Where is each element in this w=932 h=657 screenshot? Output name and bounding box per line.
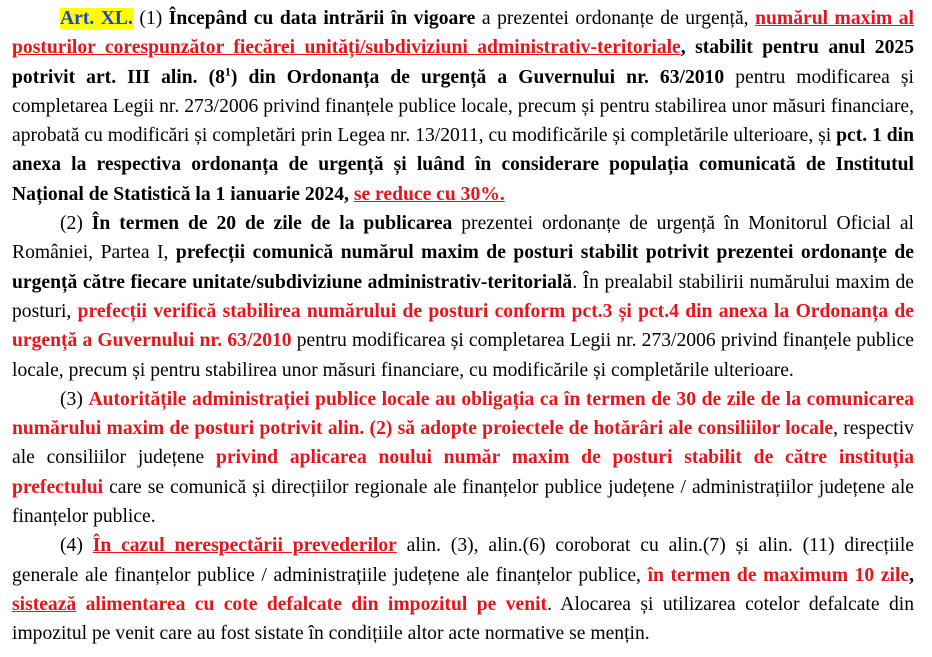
p1-text: (1)	[132, 8, 169, 29]
p2-text: . În prealabil stabilirii numărului maxim de posturi,	[12, 271, 914, 322]
p1-text: , stabilit pentru anul 2025 potrivit art. III alin. (8	[12, 37, 914, 88]
p2-emphasis: prefecții verifică stabilirea numărului de posturi conform pct.3 și pct.4 din anexa la Ordonanța de urgență a Guvernului nr. 63/2010	[12, 300, 915, 352]
p4-emphasis: sistează	[12, 593, 77, 615]
p2-text: pentru modificarea și completarea Legii nr. 273/2006 privind finanțele publice locale, precum și pentru stabilirea unor măsuri financiare, cu modificările și completările ulterioare.	[12, 330, 914, 381]
p3-text: care se comunică și direcțiilor regionale ale finanțelor publice județene / administrațiilor județene ale finanțelor publice.	[12, 476, 914, 528]
p4-text: . Alocarea și utilizarea cotelor defalcate din impozitul pe venit care au fost sistate în condițiile altor acte normative se mențin.	[12, 593, 914, 645]
p1-emphasis: numărul maxim al posturilor corespunzător fiecărei unități/subdiviziuni administrativ-teritoriale	[12, 8, 914, 59]
p2-text: (2)	[60, 213, 92, 235]
p1-text: ,	[344, 183, 354, 205]
paragraph-4	[12, 531, 914, 648]
p2-text: prefecții comunică numărul maxim de posturi stabilit potrivit prezentei ordonanțe de urgență către fiecare unitate/subdiviziune administrativ-teritorială	[12, 242, 914, 293]
p4-text: (4)	[60, 535, 93, 557]
p1-text: Începând cu data intrării în vigoare	[168, 8, 476, 29]
p1-emphasis: se reduce cu 30%.	[353, 183, 505, 205]
article-label: Art. XL.	[60, 8, 133, 29]
paragraph-1	[12, 4, 914, 209]
p1-text: pentru modificarea și completarea Legii nr. 273/2006 privind finanțele publice locale, precum și pentru stabilirea unor măsuri financiare, aprobată cu modificări și completări prin Legea nr. 13/2011, cu modificările și completările ulterioare, și	[12, 66, 914, 147]
p1-text: pct. 1 din anexa la respectiva ordonanța de urgență și luând în considerare populația comunicată de Institutul Național de Statistică la 1 ianuarie 2024	[12, 125, 914, 205]
p4-emphasis: În cazul nerespectării prevederilor	[92, 535, 397, 557]
paragraph-3	[12, 385, 914, 531]
p3-emphasis: privind aplicarea noului număr maxim de posturi stabilit de către instituția prefectului	[12, 447, 915, 498]
p2-text: În termen de 20 de zile de la publicarea	[91, 213, 453, 235]
p3-text: , respectiv ale consiliilor județene	[12, 418, 914, 469]
p3-text: (3)	[60, 388, 89, 410]
p4-text	[76, 594, 85, 615]
p4-text: ,	[909, 564, 914, 586]
paragraph-2	[12, 209, 914, 385]
p3-emphasis: Autoritățile administrației publice locale au obligația ca în termen de 30 de zile de la comunicarea numărului maxim de posturi potrivit alin. (2) să adopte proiectele de hotărâri ale consiliilor locale	[12, 388, 915, 440]
p1-superscript: 1	[224, 64, 231, 79]
p1-text: a prezentei ordonanțe de urgență,	[475, 8, 756, 29]
p4-text: alin. (3), alin.(6) coroborat cu alin.(7) și alin. (11) direcțiile generale ale finanțelor publice / administrațiile județene ale finanțelor publice,	[12, 535, 914, 586]
document-body	[12, 4, 914, 649]
p4-emphasis: în termen de maximum 10 zile	[647, 564, 910, 586]
p2-text: prezentei ordonanțe de urgență în Monitorul Oficial al României, Partea I,	[12, 213, 914, 264]
p1-text: ) din Ordonanța de urgență a Guvernului nr. 63/2010	[230, 66, 725, 88]
p4-emphasis: alimentarea cu cote defalcate din impozitul pe venit	[85, 593, 548, 615]
